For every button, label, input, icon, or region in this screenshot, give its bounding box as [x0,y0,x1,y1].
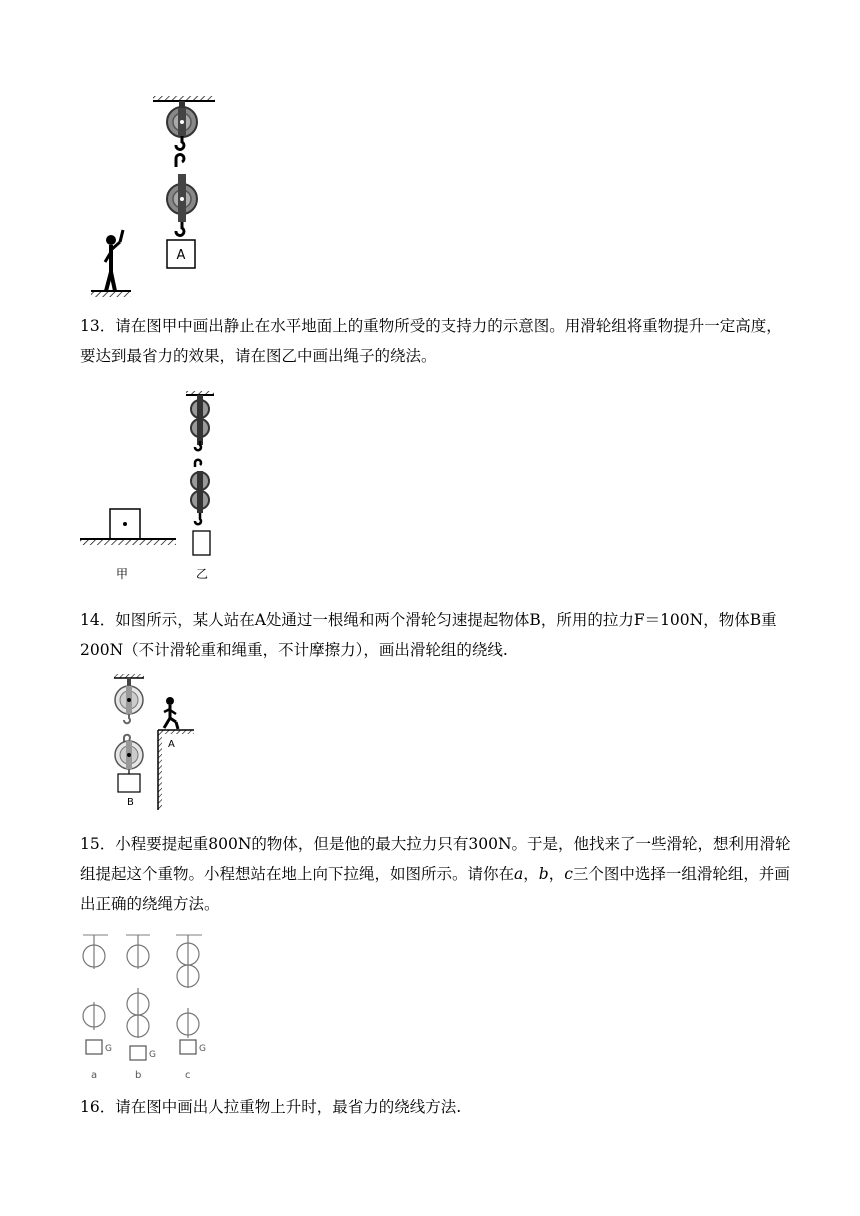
label-c: c [185,1070,191,1081]
label-jia: 甲 [115,567,129,581]
option-a: a [514,865,524,883]
question-number: 16． [80,1098,116,1116]
figure-pulley-person-box-a [88,92,228,302]
question-number: 13． [80,317,116,335]
figure-15-pulley-options [80,930,220,1086]
weight-label-a: G [105,1044,112,1054]
question-text: 请在图中画出人拉重物上升时，最省力的绕线方法. [115,1098,462,1116]
question-text-part: 小程要提起重800N的物体，但是他的最大拉力只有300N。于是，他找来了一些滑轮，想利用滑轮组提起这个重物。小程想站在地上向下拉绳，如图所示。请你在 [80,835,791,883]
separator: ， [523,865,539,883]
question-number: 14． [80,611,116,629]
figure-14-pulleys-person-at-a [108,672,198,812]
label-yi: 乙 [195,567,209,581]
question-text: 请在图甲中画出静止在水平地面上的重物所受的支持力的示意图。用滑轮组将重物提升一定高度，要达到最省力的效果，请在图乙中画出绳子的绕法。 [80,317,782,365]
weight-label-c: G [199,1044,206,1054]
question-number: 15． [80,835,116,853]
option-c: c [564,865,573,883]
question-13 [80,311,792,371]
figure-13-ground-box-and-pulley-block [80,385,240,590]
label-b: b [135,1070,142,1081]
weight-label-b: G [149,1050,156,1060]
question-15 [80,829,792,919]
label-a: A [168,739,175,750]
separator: ， [548,865,565,883]
label-a: a [91,1070,98,1081]
question-16 [80,1092,792,1122]
label-b: B [127,797,134,808]
question-14 [80,605,792,665]
option-b: b [538,865,549,883]
box-a-label: A [176,248,186,263]
question-text: 如图所示，某人站在A处通过一根绳和两个滑轮匀速提起物体B，所用的拉力F＝100N，物体B重200N（不计滑轮重和绳重，不计摩擦力），画出滑轮组的绕线. [80,611,777,659]
question-text-part: 三个图中选择一组滑轮组，并画出正确的绕绳方法。 [80,865,790,913]
